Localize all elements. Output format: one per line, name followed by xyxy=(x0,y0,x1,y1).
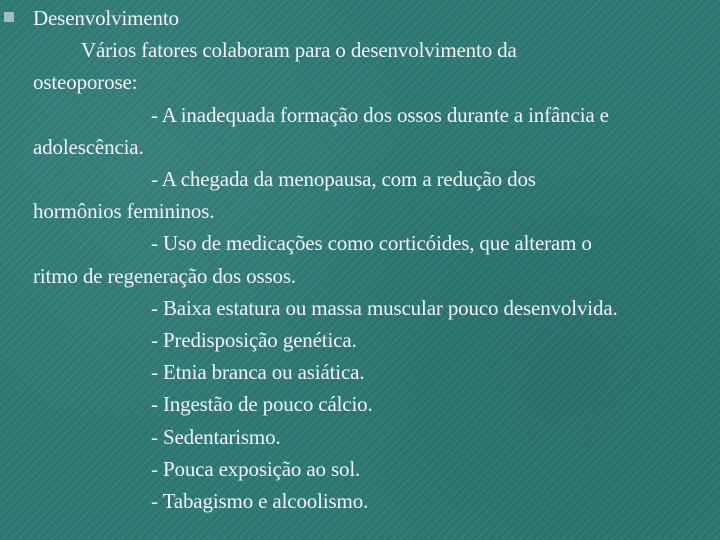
slide-text-body xyxy=(33,2,717,517)
factor-genetics-line: - Predisposição genética. xyxy=(151,328,357,353)
factor-medications-line-2: ritmo de regeneração dos ossos. xyxy=(33,263,297,288)
factor-sedentarism-line: - Sedentarismo. xyxy=(151,424,281,449)
factor-bone-formation-line-1: - A inadequada formação dos ossos durante a infância e xyxy=(151,102,609,127)
factor-bone-formation-line-2: adolescência. xyxy=(33,134,144,159)
factor-menopause-line-2: hormônios femininos. xyxy=(33,199,215,224)
factor-smoking-alcohol-line: - Tabagismo e alcoolismo. xyxy=(151,489,369,514)
factor-sun-exposure-line: - Pouca exposição ao sol. xyxy=(151,456,361,481)
square-bullet-icon xyxy=(4,12,14,22)
factor-ethnicity-line: - Etnia branca ou asiática. xyxy=(151,360,365,385)
factor-stature-line: - Baixa estatura ou massa muscular pouco desenvolvida. xyxy=(151,295,618,320)
intro-line-2: osteoporose: xyxy=(33,70,138,95)
factor-calcium-line: - Ingestão de pouco cálcio. xyxy=(151,392,373,417)
intro-line-1: Vários fatores colaboram para o desenvolvimento da xyxy=(81,38,517,63)
slide-heading: Desenvolvimento xyxy=(33,6,179,30)
factor-medications-line-1: - Uso de medicações como corticóides, que alteram o xyxy=(151,231,592,256)
factor-menopause-line-1: - A chegada da menopausa, com a redução dos xyxy=(151,167,536,192)
